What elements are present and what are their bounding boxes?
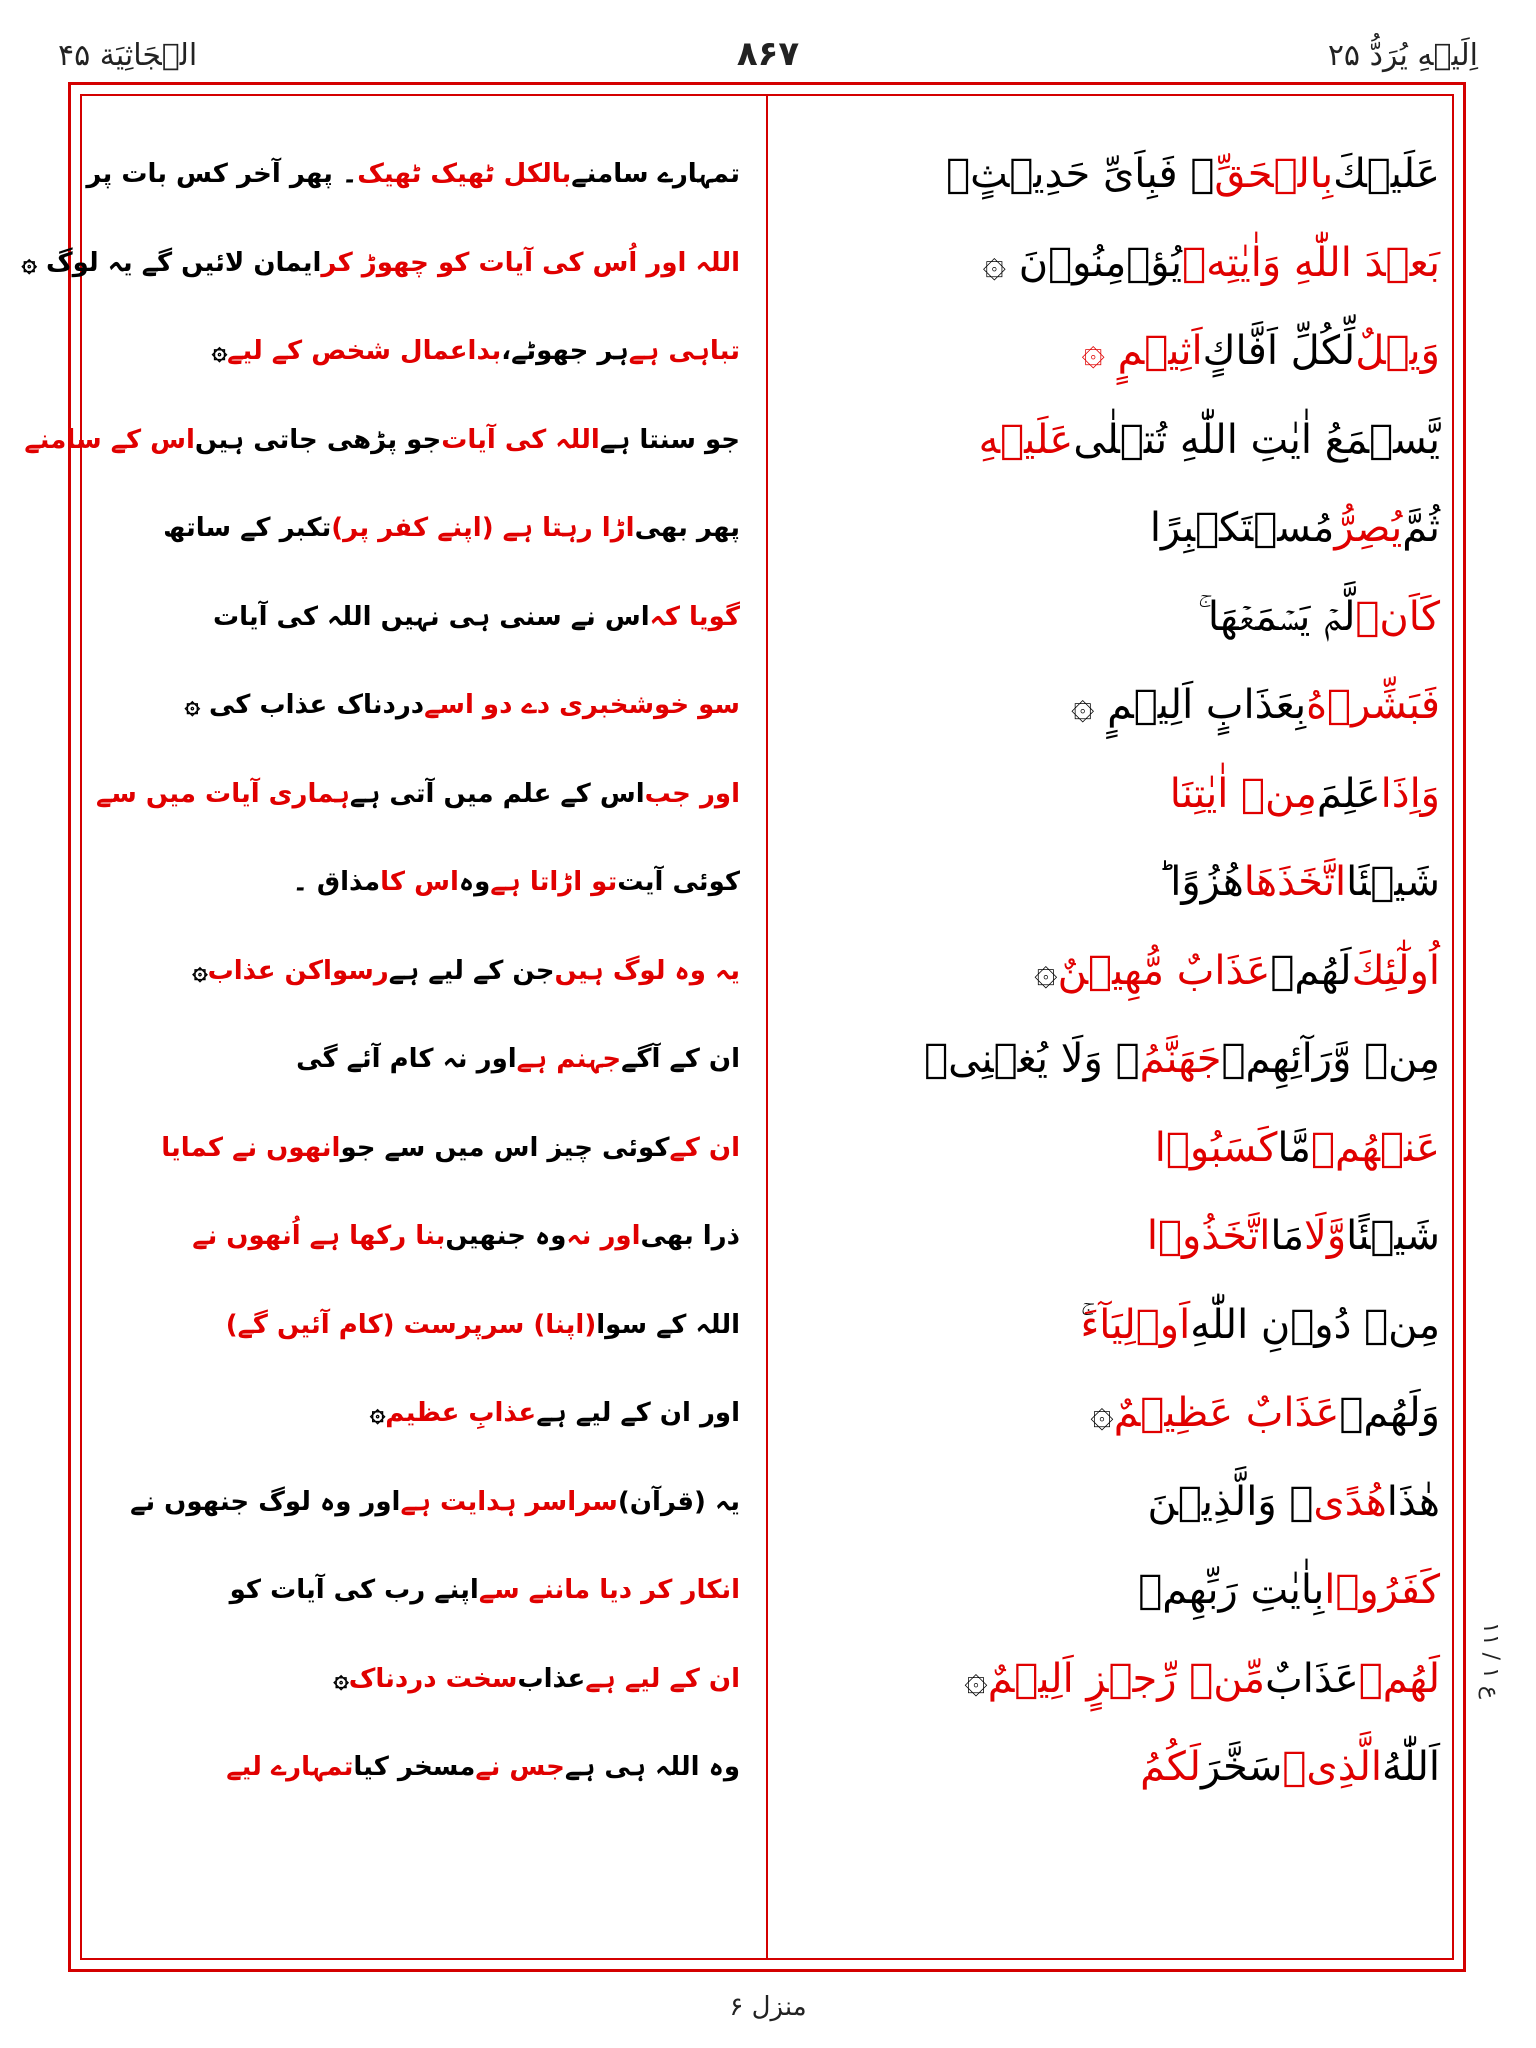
arabic-line-segment: فَبَشِّرۡهُ — [1306, 682, 1440, 729]
urdu-line-segment: گویا کہ — [649, 601, 740, 632]
arabic-line — [790, 1015, 1440, 1104]
urdu-line — [100, 1015, 740, 1104]
arabic-line-segment: عَلَیۡهِ — [978, 416, 1074, 463]
column-divider — [766, 96, 768, 1958]
arabic-line-segment: شَیۡئًا — [1346, 1213, 1440, 1260]
urdu-line-segment: سخت دردناک — [348, 1663, 518, 1694]
arabic-line-segment: بِعَذَابٍ اَلِیۡمٍ ۞ — [1071, 682, 1307, 729]
urdu-line-segment: یہ (قرآن) — [617, 1486, 740, 1517]
urdu-line — [100, 838, 740, 927]
arabic-line-segment: یُصِرُّ — [1334, 505, 1403, 552]
urdu-line-segment: وہ جنھیں — [445, 1221, 567, 1252]
arabic-line-segment: یُؤۡمِنُوۡنَ ۞ — [982, 239, 1183, 286]
arabic-line-segment: عَذَابٌ عَظِیۡمٌ — [1113, 1390, 1340, 1437]
urdu-line-segment: سراسر ہدایت ہے — [400, 1486, 618, 1517]
urdu-line-segment: تمہارے لیے — [226, 1752, 354, 1783]
arabic-line-segment: شَیۡئَا — [1346, 859, 1440, 906]
arabic-line — [790, 1458, 1440, 1547]
urdu-translation-column — [21, 130, 740, 1812]
manzil-footer: منزل ۶ — [729, 1992, 807, 2022]
urdu-line — [100, 1369, 740, 1458]
arabic-line-segment: مِّنۡ رِّجۡزٍ اَلِیۡمٌ — [987, 1655, 1266, 1702]
urdu-line — [86, 130, 740, 219]
urdu-line-segment: ان کے آگے — [621, 1044, 740, 1075]
arabic-line-segment: مِنۡ دُوۡنِ اللّٰهِ — [1190, 1301, 1440, 1348]
urdu-line-segment: بالکل ٹھیک ٹھیک — [357, 159, 572, 190]
arabic-column — [790, 130, 1440, 1812]
arabic-line-segment: اَثِیۡمٍ ۞ — [1081, 328, 1203, 375]
arabic-line-segment: یَّسۡمَعُ اٰیٰتِ اللّٰهِ تُتۡلٰی — [1073, 416, 1440, 463]
arabic-line-segment: عَلِمَ — [1316, 770, 1381, 817]
arabic-line-segment: ۞ — [1034, 947, 1058, 994]
urdu-line-segment: مذاق ۔ — [292, 867, 381, 898]
arabic-line-segment: لَّمۡ یَسۡمَعۡهَا ۚ — [1197, 593, 1356, 640]
urdu-line — [100, 1281, 740, 1370]
header-surah-title-right: اِلَیۡهِ یُرَدُّ ۲۵ — [1327, 38, 1478, 73]
arabic-line-segment: اتَّخَذَهَا — [1243, 859, 1347, 906]
urdu-line-segment: اللہ کی آیات — [441, 424, 600, 455]
arabic-line-segment: هٰذَا — [1386, 1478, 1440, 1525]
urdu-line — [21, 219, 740, 308]
arabic-line-segment: اُولٰٓئِكَ — [1351, 947, 1440, 994]
urdu-line — [100, 307, 740, 396]
arabic-line-segment: بِاٰیٰتِ رَبِّهِمۡ — [1138, 1567, 1325, 1614]
urdu-line — [100, 1546, 740, 1635]
urdu-line-segment: دردناک عذاب کی ۞ — [184, 690, 425, 721]
urdu-line-segment: تمہارے سامنے — [571, 159, 740, 190]
arabic-line-segment: جَهَنَّمُ — [1139, 1036, 1222, 1083]
urdu-line-segment: اور جب — [644, 778, 740, 809]
urdu-line-segment: مسخر کیا — [353, 1752, 476, 1783]
arabic-line-segment: بِالۡحَقِّ — [1214, 151, 1334, 198]
urdu-line-segment: ایمان لائیں گے یہ لوگ ۞ — [21, 247, 322, 278]
urdu-line-segment: بداعمال شخص کے لیے — [227, 336, 502, 367]
arabic-line-segment: بَعۡدَ اللّٰهِ وَاٰیٰتِهٖ — [1182, 239, 1440, 286]
arabic-line-segment: وَاِذَا — [1380, 770, 1440, 817]
arabic-line — [790, 1104, 1440, 1193]
urdu-line-segment: ذرا بھی — [640, 1221, 740, 1252]
arabic-line — [790, 750, 1440, 839]
arabic-line-segment: اتَّخَذُوۡا — [1146, 1213, 1271, 1260]
urdu-line — [100, 661, 740, 750]
arabic-line-segment: ثُمَّ — [1402, 505, 1440, 552]
arabic-line-segment: عَلَیۡكَ — [1333, 151, 1440, 198]
urdu-line — [24, 396, 740, 485]
urdu-line — [100, 573, 740, 662]
header-surah-title-left: الۡجَاثِیَة ۴۵ — [58, 38, 198, 73]
arabic-line-segment: عَنۡهُمۡ — [1310, 1124, 1440, 1171]
urdu-line-segment: ان کے — [669, 1132, 740, 1163]
arabic-line — [790, 1546, 1440, 1635]
urdu-line-segment: اس کے علم میں آتی ہے — [349, 778, 645, 809]
urdu-line-segment: اس نے سنی ہی نہیں اللہ کی آیات — [212, 601, 650, 632]
urdu-line-segment: تکبر کے ساتھ — [163, 513, 332, 544]
arabic-line — [790, 1723, 1440, 1812]
urdu-line-segment: ہر جھوٹے، — [501, 336, 629, 367]
arabic-line — [790, 484, 1440, 573]
urdu-line — [100, 484, 740, 573]
urdu-line-segment: رسواکن عذاب — [207, 955, 389, 986]
arabic-line — [790, 1192, 1440, 1281]
urdu-line-segment: وہ — [458, 867, 491, 898]
arabic-line — [790, 838, 1440, 927]
urdu-line-segment: اور وہ لوگ جنھوں نے — [130, 1486, 401, 1517]
urdu-line-segment: اللہ اور اُس کی آیات کو چھوڑ کر — [321, 247, 740, 278]
arabic-line-segment: ۞ — [964, 1655, 988, 1702]
urdu-line-segment: اپنے رب کی آیات کو — [229, 1575, 479, 1606]
urdu-line-segment: جس نے — [475, 1752, 565, 1783]
arabic-line-segment: وَیۡلٌ — [1355, 328, 1440, 375]
arabic-line-segment: ۚ فَبِاَیِّ حَدِیۡثٍۢ — [946, 151, 1215, 198]
arabic-line-segment: لِّكُلِّ اَفَّاكٍ — [1202, 328, 1356, 375]
urdu-line-segment: جو پڑھی جاتی ہیں — [194, 424, 442, 455]
urdu-line-segment: جہنم ہے — [516, 1044, 622, 1075]
arabic-line-segment: كَفَرُوۡا — [1324, 1567, 1440, 1614]
urdu-line-segment: اڑا رہتا ہے (اپنے کفر پر) — [331, 513, 635, 544]
arabic-line — [790, 130, 1440, 219]
urdu-line-segment: جو سنتا ہے — [599, 424, 740, 455]
urdu-line-segment: بنا رکھا ہے اُنھوں نے — [192, 1221, 446, 1252]
urdu-line-segment: ہماری آیات میں سے — [96, 778, 350, 809]
arabic-line — [790, 1369, 1440, 1458]
arabic-line-segment: لَهُمۡ — [1270, 947, 1352, 994]
urdu-line-segment: انکار کر دیا ماننے سے — [478, 1575, 740, 1606]
urdu-line-segment: تو اڑاتا ہے — [490, 867, 618, 898]
urdu-line-segment: تباہی ہے — [628, 336, 740, 367]
urdu-line-segment: عذاب — [517, 1663, 586, 1694]
arabic-line-segment: مِنۡ اٰیٰتِنَا — [1169, 770, 1317, 817]
urdu-line-segment: کوئی چیز اس میں سے جو — [340, 1132, 670, 1163]
urdu-line-segment: جن کے لیے ہے — [388, 955, 555, 986]
urdu-line-segment: اس کے سامنے — [24, 424, 195, 455]
arabic-line-segment: سَخَّرَ — [1200, 1744, 1283, 1791]
urdu-line-segment: یہ وہ لوگ ہیں — [554, 955, 740, 986]
arabic-line-segment: لَهُمۡ — [1358, 1655, 1440, 1702]
arabic-line — [790, 573, 1440, 662]
urdu-line-segment: کوئی آیت — [617, 867, 740, 898]
urdu-line — [100, 1104, 740, 1193]
urdu-line — [100, 1723, 740, 1812]
arabic-line-segment: عَذَابٌ مُّهِیۡنٌ — [1057, 947, 1271, 994]
arabic-line — [790, 219, 1440, 308]
arabic-line — [790, 307, 1440, 396]
arabic-line-segment: لَكُمُ — [1140, 1744, 1201, 1791]
urdu-line-segment: انھوں نے کمایا — [161, 1132, 341, 1163]
urdu-line-segment: عذابِ عظیم — [385, 1398, 537, 1429]
urdu-line-segment: ان کے لیے ہے — [585, 1663, 740, 1694]
arabic-line-segment: كَاَنۡ — [1355, 593, 1440, 640]
arabic-line — [790, 1635, 1440, 1724]
arabic-line-segment: اَللّٰهُ — [1382, 1744, 1440, 1791]
arabic-line-segment: وَلَهُمۡ — [1339, 1390, 1440, 1437]
urdu-line-segment: اس کا — [380, 867, 459, 898]
ruku-marker: ع ۱ / ۱۱ — [1478, 1622, 1503, 1699]
page-number: ۸۶۷ — [736, 34, 800, 74]
urdu-line-segment: اللہ کے سوا — [596, 1309, 740, 1340]
urdu-line-segment: سو خوشخبری دے دو اسے — [424, 690, 740, 721]
urdu-line-segment: اور ان کے لیے ہے — [536, 1398, 740, 1429]
arabic-line-segment: مَّا — [1277, 1124, 1311, 1171]
arabic-line — [790, 661, 1440, 750]
urdu-line-segment: ۞ — [370, 1398, 386, 1429]
arabic-line-segment: عَذَابٌ — [1265, 1655, 1359, 1702]
urdu-line-segment: ۞ — [211, 336, 228, 367]
arabic-line-segment: ۚ وَالَّذِیۡنَ — [1147, 1478, 1314, 1525]
arabic-line-segment: وَّلَا — [1304, 1213, 1347, 1260]
arabic-line-segment: هُدًی — [1313, 1478, 1387, 1525]
urdu-line — [100, 1458, 740, 1547]
arabic-line-segment: مُسۡتَكۡبِرًا — [1149, 505, 1335, 552]
urdu-line — [100, 927, 740, 1016]
urdu-line-segment: ۔ پھر آخر کس بات پر — [86, 159, 358, 190]
urdu-line-segment: اور نہ — [566, 1221, 641, 1252]
urdu-line-segment: وہ اللہ ہی ہے — [564, 1752, 740, 1783]
arabic-line-segment: ۞ — [1090, 1390, 1114, 1437]
arabic-line-segment: ۚ وَلَا یُغۡنِیۡ — [924, 1036, 1140, 1083]
arabic-line-segment: اَوۡلِیَآءَ — [1080, 1301, 1191, 1348]
arabic-line-segment: هُزُوًا ؕ — [1157, 859, 1244, 906]
urdu-line-segment: ۞ — [192, 955, 208, 986]
urdu-line-segment: (اپنا) سرپرست (کام آئیں گے) — [225, 1309, 597, 1340]
arabic-line — [790, 927, 1440, 1016]
urdu-line — [100, 1192, 740, 1281]
arabic-line-segment: الَّذِیۡ — [1282, 1744, 1382, 1791]
urdu-line-segment: اور نہ کام آئے گی — [296, 1044, 517, 1075]
urdu-line — [100, 1635, 740, 1724]
urdu-line — [96, 750, 740, 839]
arabic-line-segment: مِنۡ وَّرَآئِهِمۡ — [1221, 1036, 1440, 1083]
arabic-line — [790, 396, 1440, 485]
arabic-line-segment: كَسَبُوۡا — [1154, 1124, 1278, 1171]
urdu-line-segment: پھر بھی — [634, 513, 740, 544]
arabic-line-segment: مَا — [1270, 1213, 1304, 1260]
arabic-line — [790, 1281, 1440, 1370]
urdu-line-segment: ۞ — [333, 1663, 349, 1694]
